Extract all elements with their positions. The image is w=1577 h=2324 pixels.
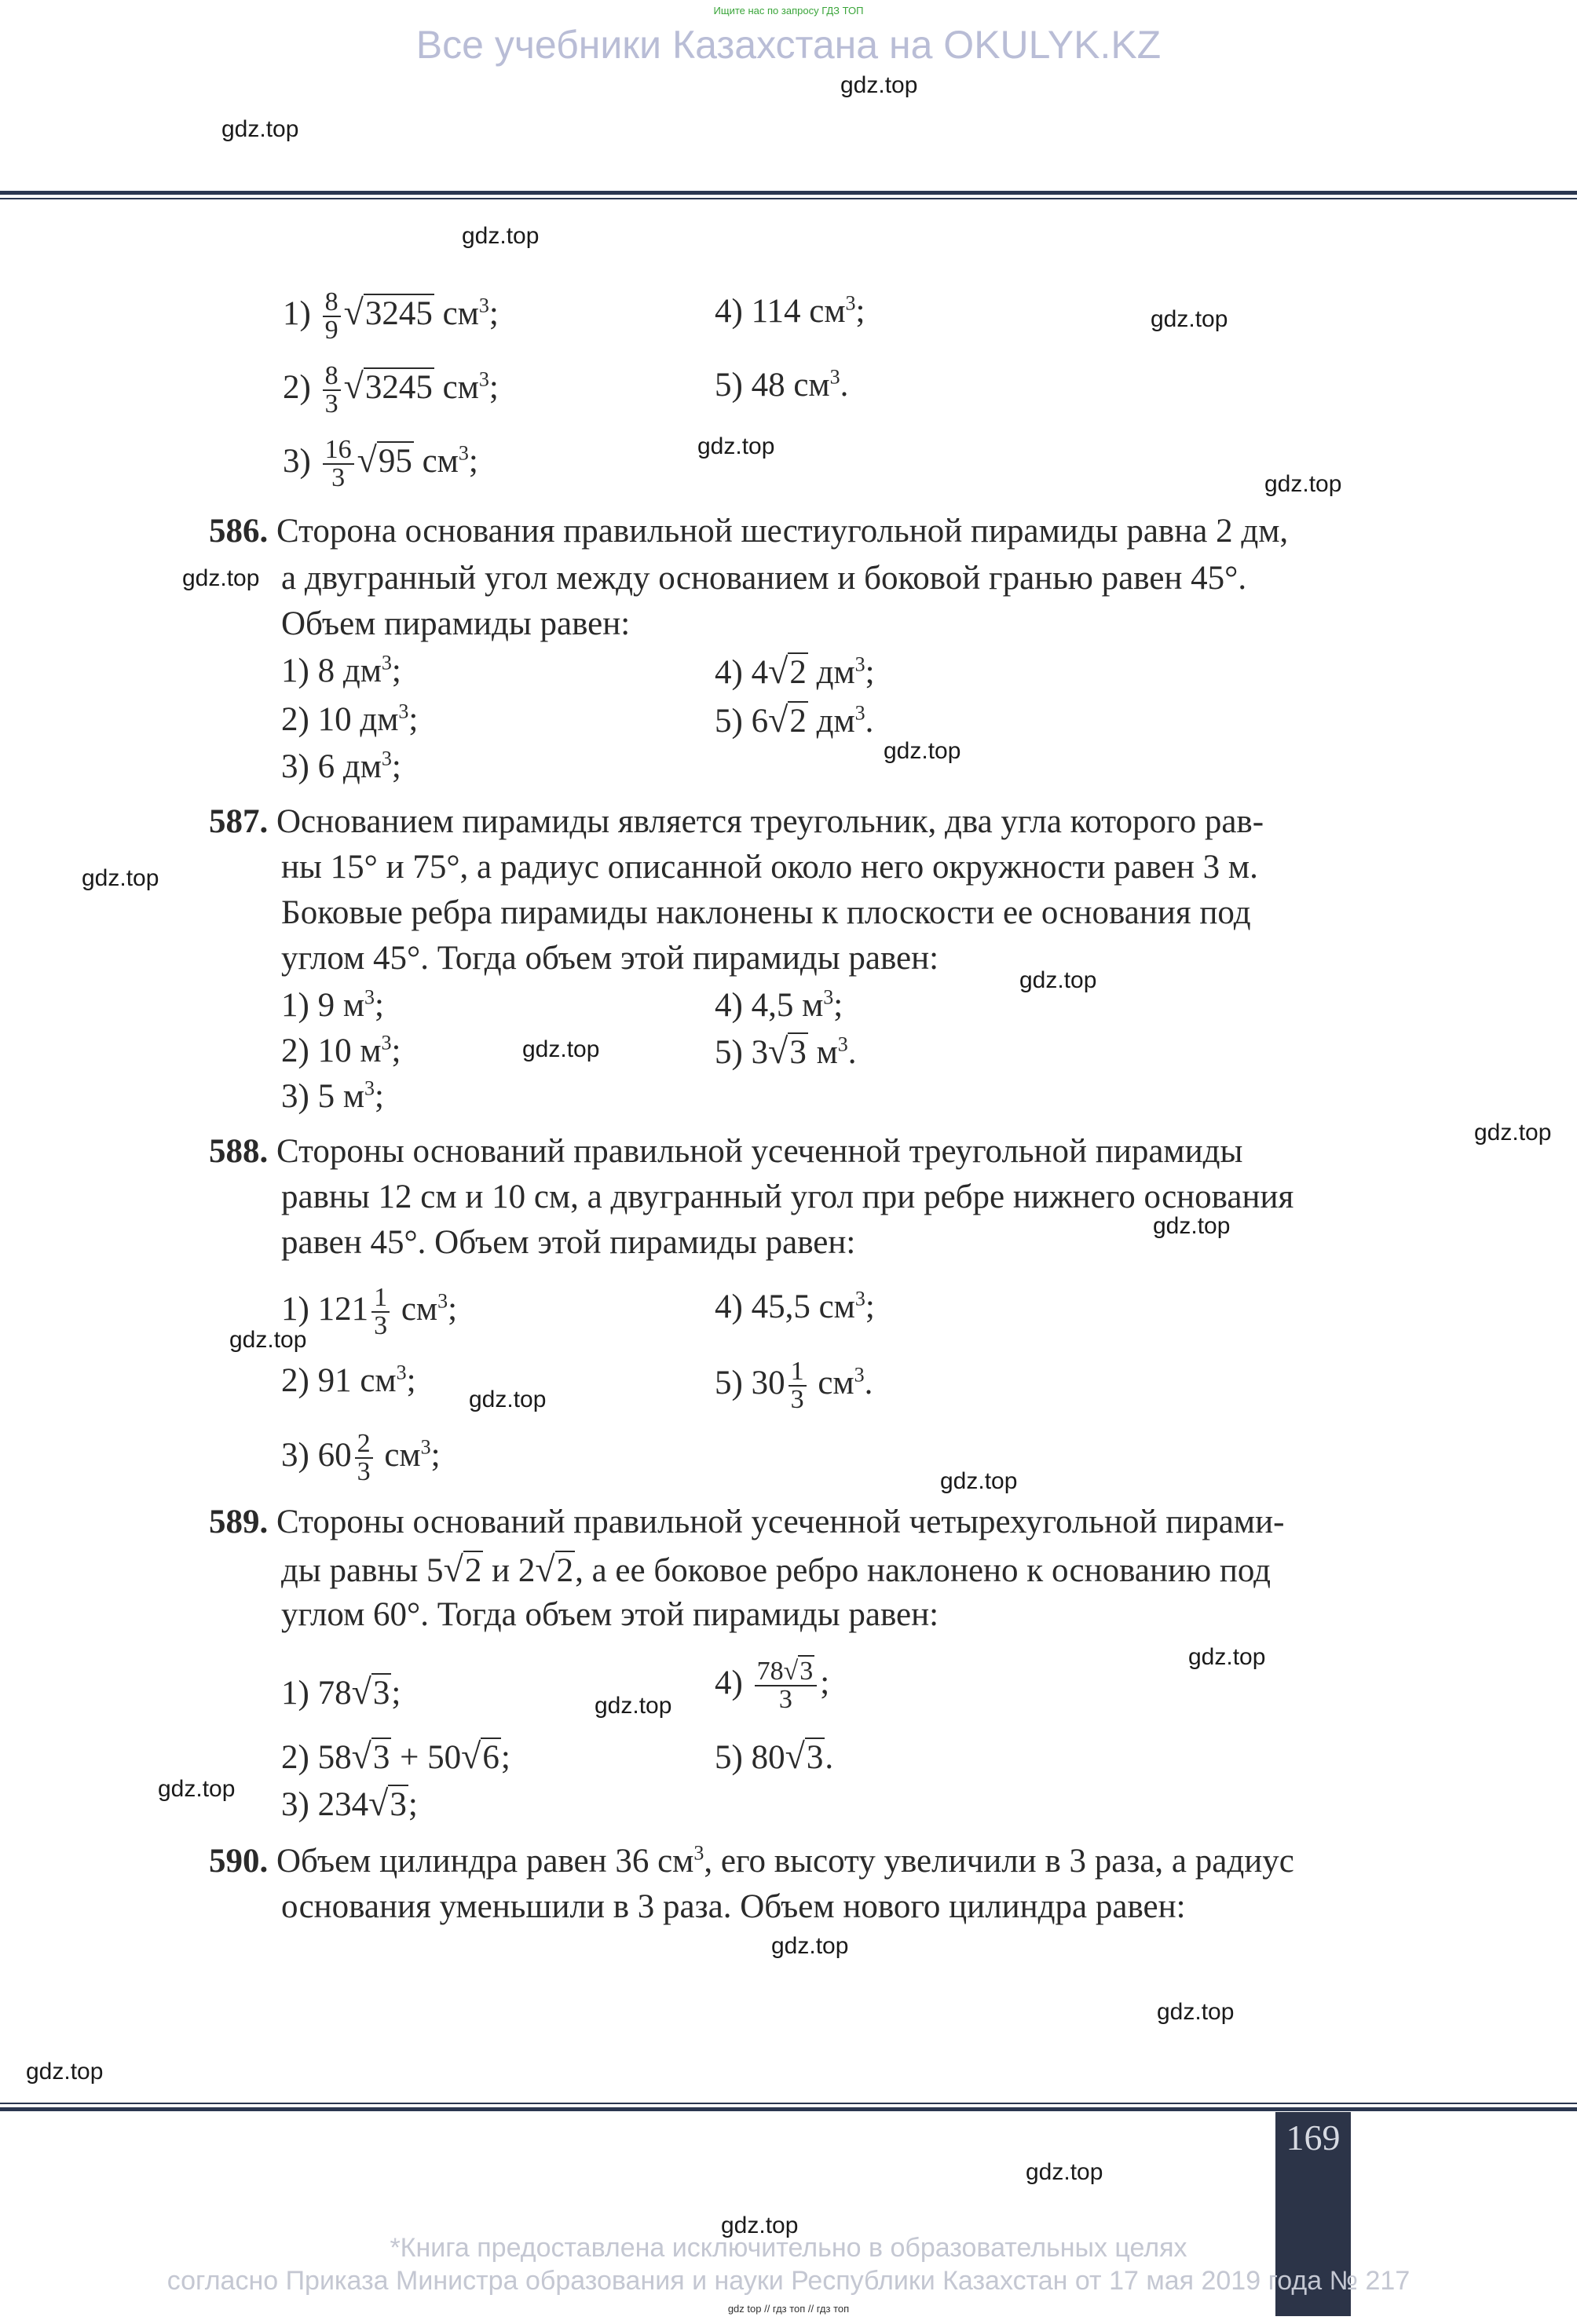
watermark: gdz.top [1157,1999,1235,2025]
header-rule-thin [0,198,1577,199]
answer-option: 2) 58√3 + 50√6; [281,1736,510,1776]
problem-number: 588. [209,1133,269,1170]
problem-589-line: ды равны 5√2 и 2√2, а ее боковое ребро наклонено к основанию под [281,1549,1271,1589]
problem-589-line: 589. Стороны оснований правильной усеченной четырехугольной пирами- [209,1504,1285,1540]
problem-588-line: равен 45°. Объем этой пирамиды равен: [281,1224,856,1261]
page-number: 169 [1286,2118,1341,2158]
footer-note-line1: *Книга предоставлена исключительно в образовательных целях [390,2233,1187,2263]
bottom-links[interactable]: gdz top // гдз топ // гдз топ [727,2303,850,2315]
answer-option: 1) 9 $м^3$; [281,985,384,1024]
watermark: gdz.top [26,2059,104,2085]
answer-option: 5) 6√2 $дм^3$. [715,700,874,740]
problem-586-line: 586. Сторона основания правильной шестиугольной пирамиды равна 2 дм, [209,513,1289,550]
watermark: gdz.top [82,865,159,891]
answer-option: 3) 6 $дм^3$; [281,747,401,785]
problem-number: 587. [209,803,269,840]
footer-rule [0,2107,1577,2111]
watermark: gdz.top [1026,2159,1103,2185]
problem-587-line: Боковые ребра пирамиды наклонены к плоскости ее основания под [281,894,1251,931]
site-banner[interactable]: Все учебники Казахстана на OKULYK.KZ [415,23,1162,67]
answer-option: 1) 78√3; [281,1672,401,1712]
header-rule [0,191,1577,195]
problem-586-line: Объем пирамиды равен: [281,605,631,642]
watermark: gdz.top [158,1776,236,1802]
problem-590-line: 590. Объем цилиндра равен 36 $см^3$, его высоту увеличили в 3 раза, а радиус [209,1841,1294,1880]
watermark: gdz.top [522,1036,600,1062]
answer-option: 4) 114 $см^3$; [715,291,865,330]
answer-option: 3) $\frac{16}{3}$ √95 $см^3$; [283,435,478,492]
watermark: gdz.top [1188,1644,1266,1670]
watermark: gdz.top [1264,471,1342,497]
problem-586-line: а двугранный угол между основанием и боковой гранью равен 45°. [281,560,1247,597]
answer-option: 3) 234√3; [281,1783,418,1823]
answer-option: 1) $\frac{8}{9}$ √3245 $см^3$; [283,287,499,345]
problem-587-line: 587. Основанием пирамиды является треугольник, два угла которого рав- [209,803,1264,840]
watermark: gdz.top [221,116,299,142]
problem-590-line: основания уменьшили в 3 раза. Объем нового цилиндра равен: [281,1888,1186,1925]
problem-589-line: углом 60°. Тогда объем этой пирамиды равен: [281,1596,939,1633]
watermark: gdz.top [229,1327,307,1353]
answer-option: 2) $\frac{8}{3}$ √3245 $см^3$; [283,361,499,418]
watermark: gdz.top [1151,306,1228,332]
watermark: gdz.top [595,1693,672,1719]
answer-option: 5) 3√3 $м^3$. [715,1031,857,1071]
footer-note-line2: согласно Приказа Министра образования и науки Республики Казахстан от 17 мая 2019 года № 217 [166,2266,1411,2296]
watermark: gdz.top [940,1468,1018,1494]
answer-option: 2) 10 $дм^3$; [281,700,419,738]
answer-option: 5) 48 $см^3$. [715,365,849,404]
watermark: gdz.top [469,1387,547,1412]
problem-number: 589. [209,1504,269,1540]
watermark: gdz.top [697,433,775,459]
problem-number: 586. [209,513,269,550]
watermark: gdz.top [884,738,961,764]
problem-587-line: ны 15° и 75°, а радиус описанной около него окружности равен 3 м. [281,849,1258,886]
answer-option: 4) 45,5 $см^3$; [715,1287,875,1325]
answer-option: 5) 30 $\frac{1}{3}$ $см^3$. [715,1357,873,1414]
watermark: gdz.top [1153,1213,1231,1239]
answer-option: 3) 5 $м^3$; [281,1076,384,1115]
answer-option: 3) 60 $\frac{2}{3}$ $см^3$; [281,1429,441,1486]
problem-588-line: равны 12 см и 10 см, а двугранный угол при ребре нижнего основания [281,1178,1294,1215]
answer-option: 1) 8 $дм^3$; [281,651,401,689]
footer-rule-thin [0,2103,1577,2104]
answer-option: 4) $\frac{78√3}{3}$ ; [715,1657,830,1714]
watermark: gdz.top [1474,1120,1552,1146]
problem-number: 590. [209,1843,269,1880]
problem-588-line: 588. Стороны оснований правильной усеченной треугольной пирамиды [209,1133,1243,1170]
problem-587-line: углом 45°. Тогда объем этой пирамиды равен: [281,940,939,977]
answer-option: 1) 121 $\frac{1}{3}$ $см^3$; [281,1283,458,1340]
answer-option: 2) 10 $м^3$; [281,1031,401,1069]
top-hint: Ищите нас по запросу ГДЗ ТОП [713,5,864,16]
watermark: gdz.top [771,1933,849,1959]
watermark: gdz.top [1019,967,1097,993]
watermark: gdz.top [721,2213,799,2238]
watermark: gdz.top [462,223,540,249]
watermark: gdz.top [840,72,918,98]
watermark: gdz.top [182,565,260,591]
answer-option: 4) 4√2 $дм^3$; [715,651,875,691]
answer-option: 2) 91 $см^3$; [281,1361,416,1399]
answer-option: 5) 80√3. [715,1736,834,1776]
answer-option: 4) 4,5 $м^3$; [715,985,843,1024]
